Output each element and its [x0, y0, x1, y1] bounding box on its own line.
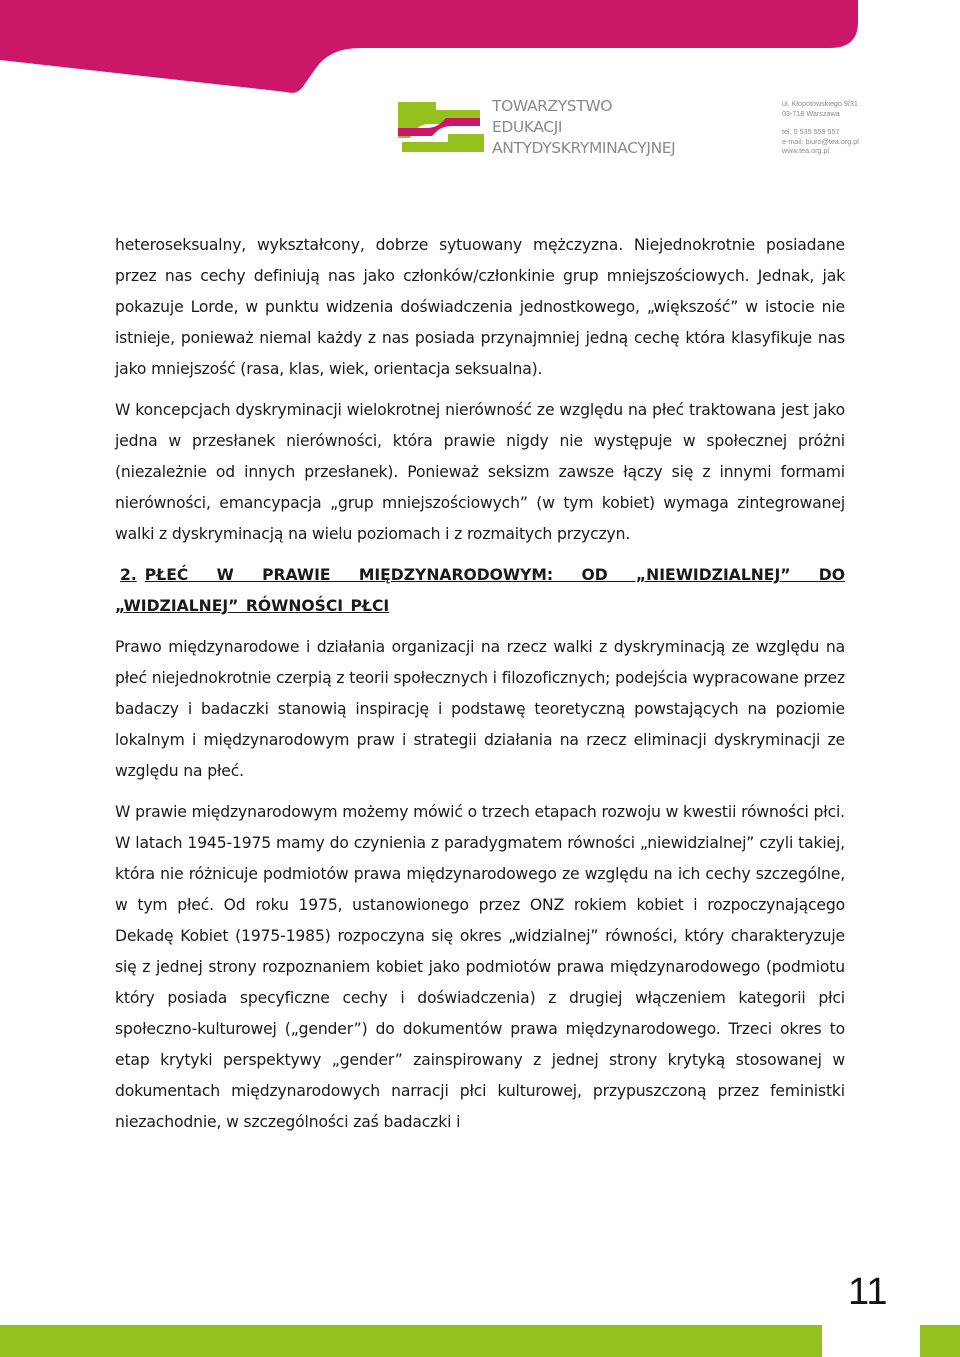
section-heading	[115, 560, 845, 622]
footer-green-bar	[0, 1325, 822, 1357]
section-heading-number: 2.	[120, 566, 137, 584]
organization-name	[492, 96, 675, 159]
body-paragraph: W prawie międzynarodowym możemy mówić o trzech etapach rozwoju w kwestii równości płci. W latach 1945-1975 mamy do czynienia z paradygmatem równości „niewidzialnej” czyli takiej, która nie różnicuje podmiotów prawa międzynarodowego ze względu na ich cechy szczególne, w tym płeć. Od roku 1975, ustanowionego przez ONZ rokiem kobiet i rozpoczynającego Dekadę Kobiet (1975-1985) rozpoczyna się okres „widzialnej” równości, który charakteryzuje się z jednej strony rozpoznaniem kobiet jako podmiotów prawa międzynarodowego (podmiotu który posiada specyficzne cechy i doświadczenia) z drugiej włączeniem kategorii płci społeczno-kulturowej („gender”) do dokumentów prawa międzynarodowego. Trzeci okres to etap krytyki perspektywy „gender” zainspirowany z jednej strony krytyką stosowanej w dokumentach międzynarodowych narracji płci kulturowej, przypuszczoną przez feministki niezachodnie, w szczególności zaś badaczki i	[115, 803, 845, 1131]
contact-street: ul. Kłopotowskiego 9/31	[782, 99, 858, 108]
contact-block	[782, 99, 859, 156]
header-magenta-band	[0, 0, 960, 95]
org-name-line-3: ANTYDYSKRYMINACYJNEJ	[492, 139, 676, 157]
contact-website: www.tea.org.pl	[782, 146, 830, 156]
org-name-line-2: EDUKACJI	[492, 118, 563, 136]
document-body	[115, 230, 845, 1148]
contact-phone: tel. 0 535 559 557	[782, 127, 840, 137]
tea-logo-icon	[396, 98, 486, 154]
contact-city: 03-718 Warszawa	[782, 108, 840, 118]
body-paragraph: Prawo międzynarodowe i działania organizacji na rzecz walki z dyskryminacją ze względu na płeć niejednokrotnie czerpią z teorii społecznych i filozoficznych; podejścia wypracowane przez badaczy i badaczki stanowią inspirację i podstawę teoretyczną powstających na poziomie lokalnym i międzynarodowym praw i strategii działania na rzecz eliminacji dyskryminacji ze względu na płeć.	[115, 638, 845, 780]
footer-green-bar-right	[920, 1325, 960, 1357]
contact-email: e-mail: biuro@tea.org.pl	[782, 136, 859, 146]
body-paragraph: heteroseksualny, wykształcony, dobrze sytuowany mężczyzna. Niejednokrotnie posiadane przez nas cechy definiują nas jako członków/członkinie grup mniejszościowych. Jednak, jak pokazuje Lorde, w punktu widzenia doświadczenia jednostkowego, „większość” w istocie nie istnieje, ponieważ niemal każdy z nas posiada przynajmniej jedną cechę która klasyfikuje nas jako mniejszość (rasa, klas, wiek, orientacja seksualna).	[115, 236, 845, 378]
page-number: 11	[848, 1271, 888, 1313]
body-paragraph: W koncepcjach dyskryminacji wielokrotnej nierówność ze względu na płeć traktowana jest jako jedna w przesłanek nierówności, która prawie nigdy nie występuje w społecznej próżni (niezależnie od innych przesłanek). Ponieważ seksizm zawsze łączy się z innymi formami nierówności, emancypacja „grup mniejszościowych” (w tym kobiet) wymaga zintegrowanej walki z dyskryminacją na wielu poziomach i z rozmaitych przyczyn.	[115, 401, 845, 543]
section-heading-text: PŁEĆ W PRAWIE MIĘDZYNARODOWYM: OD „NIEWIDZIALNEJ” DO „WIDZIALNEJ” RÓWNOŚCI PŁCI	[115, 566, 845, 615]
org-name-line-1: TOWARZYSTWO	[492, 97, 613, 115]
page-header	[0, 0, 960, 200]
